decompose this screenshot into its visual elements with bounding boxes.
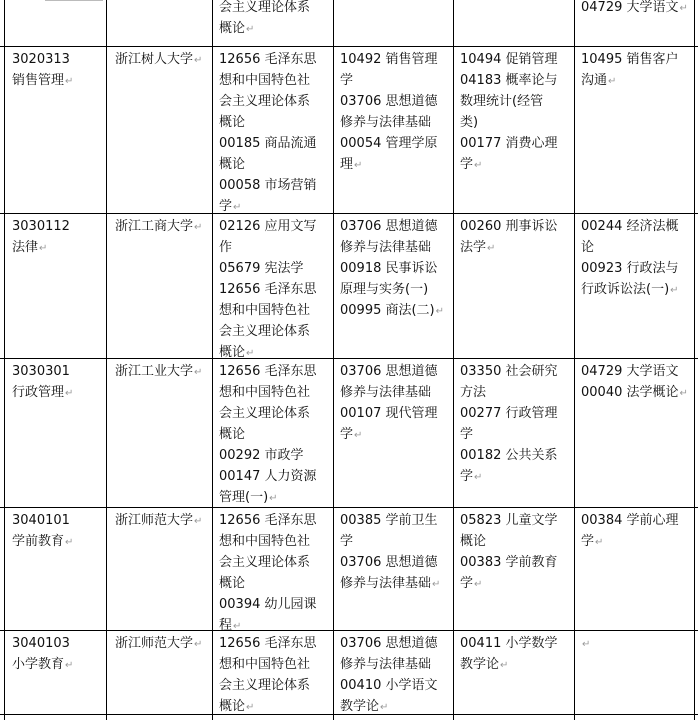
cell-line: 概论 <box>219 699 246 714</box>
cell-line: 管理(一) <box>219 490 269 505</box>
cell-school <box>115 361 202 382</box>
cell-line: 浙江师范大学 <box>115 513 194 528</box>
paragraph-mark-icon: ↵ <box>65 388 74 399</box>
cell-course-1 <box>219 633 317 717</box>
cell-major-code <box>12 216 70 258</box>
cell-line: 03706 思想道德 <box>340 364 438 379</box>
cell-line: 04729 大学语文 <box>581 364 679 379</box>
cell-line: 00147 人力资源 <box>219 469 317 484</box>
cell-line: 会主义理论体系 <box>219 0 311 15</box>
cell-line: 概论 <box>219 345 246 360</box>
cell-line: 00394 幼儿园课 <box>219 597 317 612</box>
cell-line: 沟通 <box>581 73 608 88</box>
row-divider <box>0 46 698 47</box>
cell-course-4 <box>581 0 688 18</box>
cell-line: 00054 管理学原 <box>340 136 438 151</box>
cell-line: 3040101 <box>12 513 70 528</box>
cell-line: 00918 民事诉讼 <box>340 261 438 276</box>
cell-course-3 <box>460 510 558 594</box>
cell-line: 03706 思想道德 <box>340 219 438 234</box>
cell-course-2 <box>340 49 438 175</box>
paragraph-mark-icon: ↵ <box>194 639 203 650</box>
cell-line: 浙江工商大学 <box>115 219 194 234</box>
cell-course-2 <box>340 633 438 717</box>
row-divider <box>0 630 698 631</box>
paragraph-mark-icon: ↵ <box>435 306 445 317</box>
cell-school <box>115 216 202 237</box>
cell-line: 论 <box>581 240 595 255</box>
cell-line: 想和中国特色社 <box>219 73 311 88</box>
top-divider <box>45 0 103 1</box>
cell-line: 浙江树人大学 <box>115 52 194 67</box>
cell-course-4 <box>581 216 679 300</box>
column-divider <box>106 0 107 720</box>
cell-line: 12656 毛泽东思 <box>219 52 317 67</box>
cell-school <box>115 510 202 531</box>
paragraph-mark-icon: ↵ <box>246 702 255 713</box>
cell-line: 学 <box>581 534 595 549</box>
cell-line: 00182 公共关系 <box>460 448 558 463</box>
cell-line: 行政诉讼法(一) <box>581 282 670 297</box>
cell-course-3 <box>460 49 558 175</box>
cell-line: 00277 行政管理 <box>460 406 558 421</box>
cell-line: 会主义理论体系 <box>219 406 311 421</box>
cell-course-3 <box>460 216 558 258</box>
cell-line: 学 <box>460 427 474 442</box>
column-divider <box>453 0 454 720</box>
cell-line: 会主义理论体系 <box>219 678 311 693</box>
cell-line: 03350 社会研究 <box>460 364 558 379</box>
cell-line: 数理统计(经管 <box>460 94 544 109</box>
paragraph-mark-icon: ↵ <box>595 537 604 548</box>
cell-line: 概论 <box>219 115 246 130</box>
column-divider <box>212 0 213 720</box>
cell-line: 想和中国特色社 <box>219 303 311 318</box>
cell-line: 00040 法学概论 <box>581 385 679 400</box>
cell-line: 概论 <box>219 576 246 591</box>
cell-line: 学 <box>340 73 354 88</box>
cell-line: 3030301 <box>12 364 70 379</box>
cell-course-1 <box>219 216 317 363</box>
cell-line: 概论 <box>460 534 487 549</box>
cell-line: 00411 小学数学 <box>460 636 558 651</box>
cell-line: 作 <box>219 240 233 255</box>
cell-course-4 <box>581 510 679 552</box>
cell-line: 概论 <box>219 21 246 36</box>
cell-line: 00410 小学语文 <box>340 678 438 693</box>
cell-line: 想和中国特色社 <box>219 657 311 672</box>
cell-line: 方法 <box>460 385 487 400</box>
cell-line: 03706 思想道德 <box>340 555 438 570</box>
cell-line: 10494 促销管理 <box>460 52 558 67</box>
cell-line: 04183 概率论与 <box>460 73 558 88</box>
cell-course-3 <box>460 361 558 487</box>
paragraph-mark-icon: ↵ <box>194 55 203 66</box>
cell-line: 00292 市政学 <box>219 448 304 463</box>
cell-line: 浙江师范大学 <box>115 636 194 651</box>
cell-line: 00923 行政法与 <box>581 261 679 276</box>
paragraph-mark-icon: ↵ <box>679 388 688 399</box>
row-divider <box>0 358 698 359</box>
cell-course-2 <box>340 510 440 594</box>
column-divider <box>574 0 575 720</box>
cell-line: 02126 应用文写 <box>219 219 317 234</box>
cell-line: 类) <box>460 115 479 130</box>
cell-line: 会主义理论体系 <box>219 555 311 570</box>
cell-line: 程 <box>219 618 233 633</box>
paragraph-mark-icon: ↵ <box>582 639 591 650</box>
cell-line: 3020313 <box>12 52 70 67</box>
cell-line: 03706 思想道德 <box>340 94 438 109</box>
cell-line: 05679 宪法学 <box>219 261 304 276</box>
cell-line: 00058 市场营销 <box>219 178 317 193</box>
cell-line: 00260 刑事诉讼 <box>460 219 558 234</box>
cell-line: 法学 <box>460 240 487 255</box>
paragraph-mark-icon: ↵ <box>354 160 363 171</box>
cell-line: 原理与实务(一) <box>340 282 429 297</box>
cell-course-3 <box>460 633 558 675</box>
cell-line: 想和中国特色社 <box>219 385 311 400</box>
paragraph-mark-icon: ↵ <box>474 472 483 483</box>
cell-line: 00244 经济法概 <box>581 219 679 234</box>
paragraph-mark-icon: ↵ <box>233 621 242 632</box>
cell-line: 12656 毛泽东思 <box>219 513 317 528</box>
cell-line: 12656 毛泽东思 <box>219 282 317 297</box>
cell-line: 行政管理 <box>12 385 65 400</box>
cell-course-4 <box>581 633 590 655</box>
cell-course-2 <box>340 361 438 445</box>
paragraph-mark-icon: ↵ <box>65 76 74 87</box>
cell-line: 教学论 <box>460 657 500 672</box>
cell-line: 学 <box>460 576 474 591</box>
column-divider <box>4 0 5 720</box>
paragraph-mark-icon: ↵ <box>487 243 496 254</box>
cell-line: 00384 学前心理 <box>581 513 679 528</box>
cell-major-code <box>12 510 73 552</box>
cell-line: 学 <box>219 199 233 214</box>
cell-course-1 <box>219 510 317 636</box>
cell-line: 学 <box>340 427 354 442</box>
cell-course-1 <box>219 49 317 217</box>
paragraph-mark-icon: ↵ <box>194 516 203 527</box>
paragraph-mark-icon: ↵ <box>65 660 74 671</box>
cell-course-2 <box>340 216 444 321</box>
cell-course-4 <box>581 361 688 403</box>
row-divider <box>0 213 698 214</box>
cell-line: 00385 学前卫生 <box>340 513 438 528</box>
paragraph-mark-icon: ↵ <box>474 160 483 171</box>
column-divider <box>694 0 695 720</box>
cell-line: 修养与法律基础 <box>340 576 432 591</box>
cell-course-1 <box>219 361 317 508</box>
cell-school <box>115 49 202 70</box>
cell-line: 00107 现代管理 <box>340 406 438 421</box>
paragraph-mark-icon: ↵ <box>354 430 363 441</box>
paragraph-mark-icon: ↵ <box>670 285 679 296</box>
paragraph-mark-icon: ↵ <box>246 348 255 359</box>
cell-course-4 <box>581 49 679 91</box>
cell-school <box>115 633 202 654</box>
cell-line: 学前教育 <box>12 534 65 549</box>
cell-line: 修养与法律基础 <box>340 385 432 400</box>
cell-line: 00995 商法(二) <box>340 303 435 318</box>
cell-line: 修养与法律基础 <box>340 657 432 672</box>
cell-line: 3040103 <box>12 636 70 651</box>
paragraph-mark-icon: ↵ <box>194 222 203 233</box>
cell-line: 12656 毛泽东思 <box>219 364 317 379</box>
cell-line: 概论 <box>219 427 246 442</box>
row-divider <box>0 507 698 508</box>
cell-line: 03706 思想道德 <box>340 636 438 651</box>
cell-major-code <box>12 633 73 675</box>
paragraph-mark-icon: ↵ <box>194 367 203 378</box>
cell-line: 小学教育 <box>12 657 65 672</box>
paragraph-mark-icon: ↵ <box>380 702 389 713</box>
cell-line: 理 <box>340 157 354 172</box>
cell-line: 想和中国特色社 <box>219 534 311 549</box>
cell-line: 12656 毛泽东思 <box>219 636 317 651</box>
cell-line: 04729 大学语文 <box>581 0 679 15</box>
column-divider <box>333 0 334 720</box>
cell-line: 会主义理论体系 <box>219 324 311 339</box>
cell-line: 10492 销售管理 <box>340 52 438 67</box>
cell-line: 00177 消费心理 <box>460 136 558 151</box>
cell-line: 浙江工业大学 <box>115 364 194 379</box>
cell-line: 00185 商品流通 <box>219 136 317 151</box>
cell-major-code <box>12 49 73 91</box>
paragraph-mark-icon: ↵ <box>608 76 617 87</box>
paragraph-mark-icon: ↵ <box>65 537 74 548</box>
paragraph-mark-icon: ↵ <box>500 660 509 671</box>
cell-line: 00383 学前教育 <box>460 555 558 570</box>
cell-line: 销售管理 <box>12 73 65 88</box>
cell-line: 教学论 <box>340 699 380 714</box>
paragraph-mark-icon: ↵ <box>679 3 688 14</box>
cell-course-1 <box>219 0 310 39</box>
cell-line: 学 <box>460 157 474 172</box>
cell-line: 学 <box>340 534 354 549</box>
cell-line: 法律 <box>12 240 39 255</box>
cell-line: 学 <box>460 469 474 484</box>
cell-line: 修养与法律基础 <box>340 240 432 255</box>
paragraph-mark-icon: ↵ <box>269 493 278 504</box>
cell-line: 修养与法律基础 <box>340 115 432 130</box>
paragraph-mark-icon: ↵ <box>246 24 255 35</box>
paragraph-mark-icon: ↵ <box>39 243 48 254</box>
cell-line: 会主义理论体系 <box>219 94 311 109</box>
paragraph-mark-icon: ↵ <box>432 579 441 590</box>
cell-line: 05823 儿童文学 <box>460 513 558 528</box>
cell-line: 概论 <box>219 157 246 172</box>
paragraph-mark-icon: ↵ <box>474 579 483 590</box>
paragraph-mark-icon: ↵ <box>233 202 242 213</box>
cell-major-code <box>12 361 73 403</box>
cell-line: 10495 销售客户 <box>581 52 679 67</box>
cell-line: 3030112 <box>12 219 70 234</box>
